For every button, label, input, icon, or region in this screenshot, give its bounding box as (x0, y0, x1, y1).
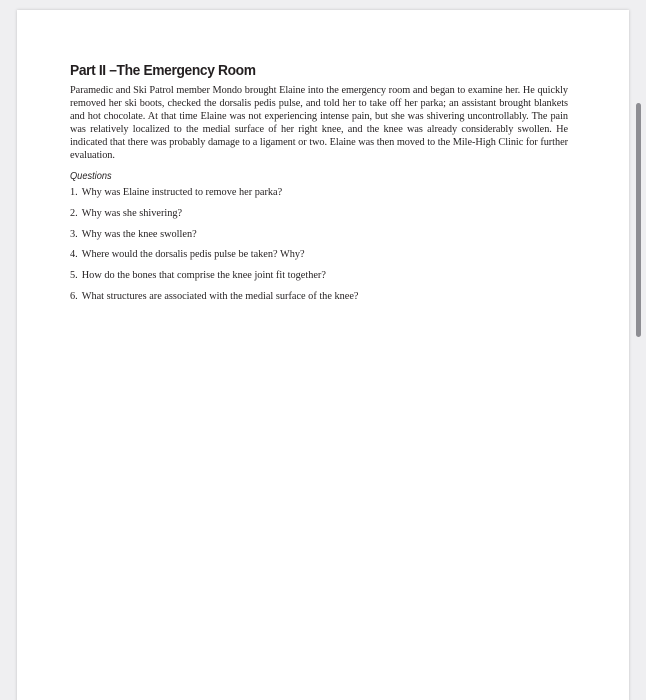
question-text: Why was she shivering? (81, 207, 183, 219)
question-text: What structures are associated with the medial surface of the knee? (81, 290, 359, 302)
questions-heading: Questions (70, 170, 112, 182)
question-number: 5. (70, 270, 78, 282)
question-item (70, 269, 568, 282)
question-number: 3. (70, 228, 78, 240)
section-title: Part II –The Emergency Room (70, 62, 256, 79)
question-number: 2. (70, 207, 78, 219)
question-text: How do the bones that comprise the knee joint fit together? (81, 270, 326, 282)
question-text: Why was the knee swollen? (81, 228, 197, 240)
question-text: Why was Elaine instructed to remove her parka? (81, 187, 283, 198)
questions-list (70, 186, 568, 303)
question-number: 1. (70, 187, 78, 198)
question-item (70, 228, 568, 241)
question-number: 4. (70, 249, 78, 261)
question-item (70, 248, 568, 261)
question-item (70, 186, 568, 199)
scrollbar-thumb[interactable] (636, 103, 641, 337)
page-content (70, 62, 568, 311)
question-item (70, 207, 568, 220)
document-page (17, 10, 629, 700)
question-item (70, 290, 568, 303)
question-number: 6. (70, 290, 78, 302)
case-paragraph: Paramedic and Ski Patrol member Mondo brought Elaine into the emergency room and began to examine her. He quickly removed her ski boots, checked the dorsalis pedis pulse, and told her to take off her parka; an assistant brought blankets and hot chocolate. At that time Elaine was not experiencing intense pain, but she was shivering uncontrollably. The pain was relatively localized to the medial surface of her right knee, and the knee was already considerably swollen. He indicated that there was probably damage to a ligament or two. Elaine was then moved to the Mile-High Clinic for further evaluation. (70, 85, 568, 161)
question-text: Where would the dorsalis pedis pulse be taken? Why? (81, 249, 305, 261)
